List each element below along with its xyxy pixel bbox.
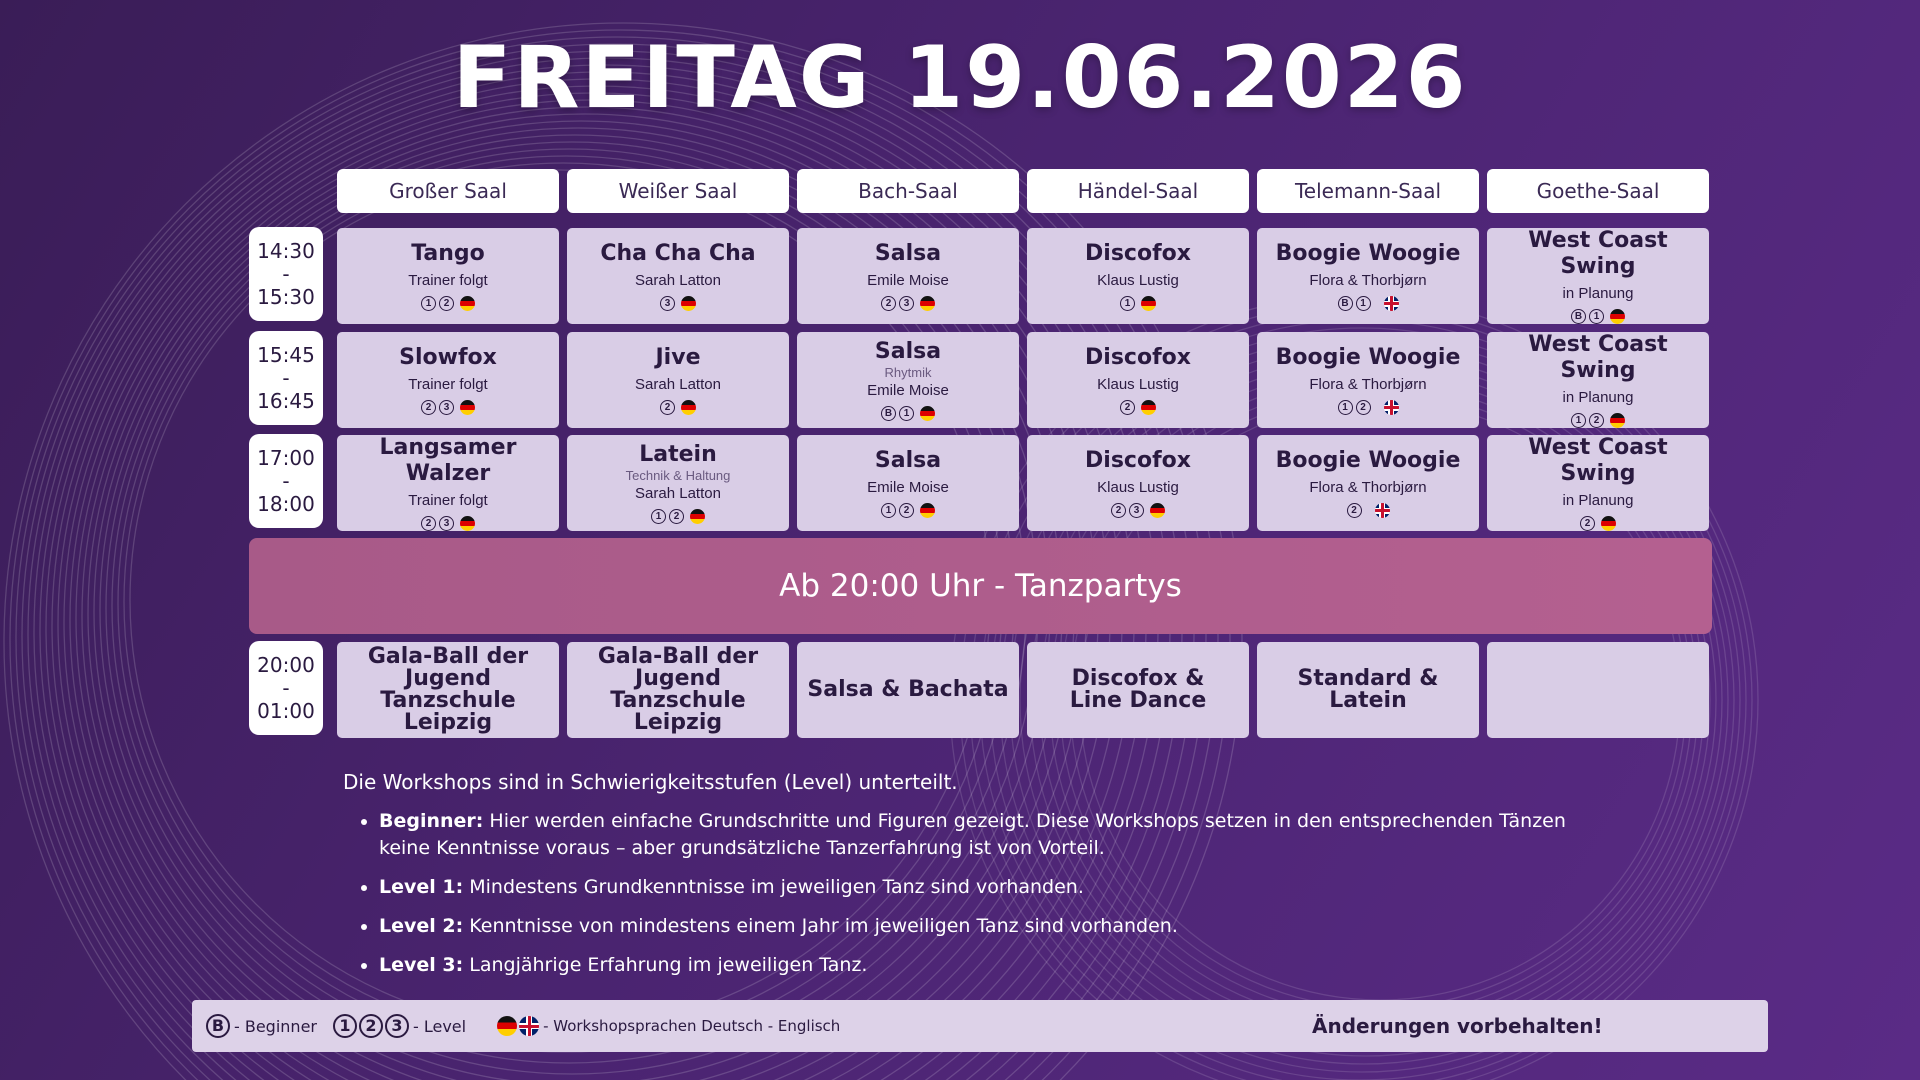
level-badge: 3 — [439, 400, 454, 415]
trainer-name: Emile Moise — [867, 382, 949, 399]
trainer-name: Flora & Thorbjørn — [1309, 376, 1427, 393]
level-info-text: Hier werden einfache Grundschritte und Figuren gezeigt. Diese Workshops setzen in den entsprechenden Tänzen keine Kenntnisse voraus – aber grundsätzliche Tanzerfahrung ist von Vorteil. — [379, 810, 1566, 859]
beginner-symbol: B — [206, 1014, 230, 1038]
dance-name: Boogie Woogie — [1275, 345, 1461, 370]
party-name-line2: Line Dance — [1069, 688, 1207, 713]
level-badge: 2 — [421, 516, 436, 531]
dance-name: West Coast Swing — [1528, 228, 1668, 279]
workshop-cell — [567, 228, 789, 324]
dance-name: Tango — [411, 241, 485, 266]
time-slot-start: 14:30 — [257, 238, 315, 263]
dance-name: West Coast Swing — [1528, 435, 1668, 486]
german-flag-icon — [920, 503, 935, 518]
level-badges — [421, 296, 475, 311]
level-badge: 2 — [660, 400, 675, 415]
level-badges — [660, 296, 696, 311]
trainer-name: Trainer folgt — [408, 492, 488, 509]
level-info-label: Level 2: — [379, 915, 464, 937]
legend-bar — [192, 1000, 1768, 1052]
level-badge: 2 — [439, 296, 454, 311]
uk-flag-icon — [1375, 503, 1390, 518]
beginner-legend-text: - Beginner — [234, 1016, 317, 1036]
german-flag-icon — [497, 1016, 517, 1036]
german-flag-icon — [1610, 309, 1625, 324]
party-cell — [567, 642, 789, 738]
dance-name: Cha Cha Cha — [600, 241, 756, 266]
level-badge: 1 — [1120, 296, 1135, 311]
dance-name: Salsa — [874, 339, 942, 364]
time-slot-end: 16:45 — [257, 388, 315, 413]
party-name-line1: Gala-Ball der Jugend — [367, 644, 529, 691]
time-slot-end: 01:00 — [257, 698, 315, 723]
level-badge: 1 — [1571, 413, 1586, 428]
level-badges — [1571, 309, 1625, 324]
level-badges — [1338, 400, 1399, 415]
room-header: Goethe-Saal — [1487, 169, 1709, 213]
trainer-name: in Planung — [1562, 285, 1634, 302]
party-cell — [1027, 642, 1249, 738]
level-badge: 1 — [881, 503, 896, 518]
trainer-name: Sarah Latton — [635, 376, 721, 393]
workshop-cell — [797, 435, 1019, 531]
german-flag-icon — [1141, 296, 1156, 311]
time-slot-start: 15:45 — [257, 342, 315, 367]
german-flag-icon — [1610, 413, 1625, 428]
workshop-subtitle: Technik & Haltung — [625, 468, 731, 483]
uk-flag-icon — [519, 1016, 539, 1036]
level-badge: 3 — [439, 516, 454, 531]
dance-name: Boogie Woogie — [1275, 241, 1461, 266]
workshop-cell — [1257, 435, 1479, 531]
trainer-name: in Planung — [1562, 492, 1634, 509]
german-flag-icon — [1141, 400, 1156, 415]
level-info — [343, 770, 1603, 991]
level-symbol: 1 — [333, 1014, 357, 1038]
trainer-name: Klaus Lustig — [1097, 272, 1179, 289]
level-badge: B — [881, 406, 896, 421]
level-info-text: Langjährige Erfahrung im jeweiligen Tanz. — [463, 954, 868, 976]
level-badge: B — [1338, 296, 1353, 311]
language-flags — [494, 1016, 539, 1036]
level-badges — [881, 503, 935, 518]
german-flag-icon — [1150, 503, 1165, 518]
room-header: Telemann-Saal — [1257, 169, 1479, 213]
room-header: Weißer Saal — [567, 169, 789, 213]
level-badges — [1347, 503, 1390, 518]
workshop-cell — [1027, 435, 1249, 531]
level-badge: 2 — [421, 400, 436, 415]
workshop-cell — [1487, 332, 1709, 428]
workshop-cell — [1027, 228, 1249, 324]
level-badge: 3 — [899, 296, 914, 311]
level-badges — [1120, 296, 1156, 311]
workshop-cell — [567, 332, 789, 428]
time-slot-end: 15:30 — [257, 284, 315, 309]
level-badges — [1338, 296, 1399, 311]
level-badges — [881, 406, 935, 421]
party-name-line1: Gala-Ball der Jugend — [597, 644, 759, 691]
room-header: Händel-Saal — [1027, 169, 1249, 213]
german-flag-icon — [1601, 516, 1616, 531]
time-slot-start: 20:00 — [257, 652, 315, 677]
party-name-line1: Salsa & Bachata — [807, 677, 1009, 702]
workshop-cell — [1027, 332, 1249, 428]
time-slot — [249, 331, 323, 425]
workshop-subtitle: Rhytmik — [884, 365, 932, 380]
party-name-line2: Tanzschule Leipzig — [380, 688, 516, 735]
room-header: Großer Saal — [337, 169, 559, 213]
german-flag-icon — [920, 296, 935, 311]
party-name-line1: Standard & Latein — [1297, 666, 1439, 713]
level-info-item — [379, 808, 1603, 862]
party-cell — [337, 642, 559, 738]
dance-name: Latein — [639, 442, 717, 467]
trainer-name: Sarah Latton — [635, 272, 721, 289]
level-badges — [660, 400, 696, 415]
trainer-name: Trainer folgt — [408, 376, 488, 393]
workshop-cell — [1257, 228, 1479, 324]
level-info-label: Level 3: — [379, 954, 464, 976]
level-info-list — [343, 808, 1603, 979]
changes-notice: Änderungen vorbehalten! — [1312, 1014, 1603, 1038]
level-badge: 2 — [1111, 503, 1126, 518]
trainer-name: Emile Moise — [867, 479, 949, 496]
level-symbols — [333, 1014, 409, 1038]
level-badge: 2 — [881, 296, 896, 311]
level-badge: 1 — [1589, 309, 1604, 324]
level-badge: 2 — [1589, 413, 1604, 428]
level-badge: 2 — [1580, 516, 1595, 531]
workshop-cell — [1487, 435, 1709, 531]
trainer-name: Flora & Thorbjørn — [1309, 479, 1427, 496]
level-badges — [421, 516, 475, 531]
german-flag-icon — [460, 296, 475, 311]
german-flag-icon — [460, 400, 475, 415]
time-slot-sep: - — [282, 675, 290, 700]
level-badge: 1 — [1338, 400, 1353, 415]
time-slot — [249, 434, 323, 528]
trainer-name: Klaus Lustig — [1097, 376, 1179, 393]
trainer-name: Flora & Thorbjørn — [1309, 272, 1427, 289]
level-badge: 3 — [660, 296, 675, 311]
party-banner: Ab 20:00 Uhr - Tanzpartys — [249, 538, 1712, 634]
trainer-name: Klaus Lustig — [1097, 479, 1179, 496]
time-slot — [249, 227, 323, 321]
workshop-cell — [337, 228, 559, 324]
time-slot-sep: - — [282, 261, 290, 286]
dance-name: Slowfox — [399, 345, 497, 370]
level-badge: 2 — [899, 503, 914, 518]
dance-name: Discofox — [1085, 448, 1191, 473]
workshop-cell — [797, 332, 1019, 428]
workshop-cell — [337, 435, 559, 531]
page-title: FREITAG 19.06.2026 — [452, 28, 1468, 128]
level-info-item — [379, 913, 1603, 940]
dance-name: West Coast Swing — [1528, 332, 1668, 383]
level-info-text: Kenntnisse von mindestens einem Jahr im jeweiligen Tanz sind vorhanden. — [463, 915, 1178, 937]
workshop-cell — [337, 332, 559, 428]
level-badge: 1 — [651, 509, 666, 524]
workshop-cell — [1257, 332, 1479, 428]
party-name-line2: Tanzschule Leipzig — [610, 688, 746, 735]
level-symbol: 3 — [385, 1014, 409, 1038]
level-badges — [881, 296, 935, 311]
dance-name: Salsa — [874, 448, 942, 473]
level-info-text: Mindestens Grundkenntnisse im jeweiligen Tanz sind vorhanden. — [463, 876, 1084, 898]
level-info-intro: Die Workshops sind in Schwierigkeitsstufen (Level) unterteilt. — [343, 770, 958, 794]
trainer-name: Sarah Latton — [635, 485, 721, 502]
level-badges — [1111, 503, 1165, 518]
trainer-name: Trainer folgt — [408, 272, 488, 289]
party-cell — [1257, 642, 1479, 738]
german-flag-icon — [681, 400, 696, 415]
workshop-cell — [567, 435, 789, 531]
dance-name: Jive — [655, 345, 701, 370]
dance-name: Discofox — [1085, 241, 1191, 266]
level-badges — [421, 400, 475, 415]
level-info-label: Beginner: — [379, 810, 484, 832]
level-badge: 2 — [1356, 400, 1371, 415]
dance-name: Salsa — [874, 241, 942, 266]
party-cell — [1487, 642, 1709, 738]
time-slot — [249, 641, 323, 735]
level-badge: 2 — [1120, 400, 1135, 415]
level-badge: 1 — [1356, 296, 1371, 311]
uk-flag-icon — [1384, 400, 1399, 415]
level-badge: B — [1571, 309, 1586, 324]
dance-name: Discofox — [1085, 345, 1191, 370]
uk-flag-icon — [1384, 296, 1399, 311]
party-name-line1: Discofox & — [1071, 666, 1205, 691]
dance-name: Boogie Woogie — [1275, 448, 1461, 473]
level-info-item — [379, 874, 1603, 901]
language-legend-text: - Workshopsprachen Deutsch - Englisch — [543, 1017, 841, 1035]
german-flag-icon — [681, 296, 696, 311]
german-flag-icon — [920, 406, 935, 421]
level-symbol: 2 — [359, 1014, 383, 1038]
workshop-cell — [797, 228, 1019, 324]
trainer-name: Emile Moise — [867, 272, 949, 289]
room-header: Bach-Saal — [797, 169, 1019, 213]
level-badges — [651, 509, 705, 524]
trainer-name: in Planung — [1562, 389, 1634, 406]
level-badge: 2 — [669, 509, 684, 524]
level-badge: 1 — [899, 406, 914, 421]
time-slot-end: 18:00 — [257, 491, 315, 516]
level-info-item — [379, 952, 1603, 979]
level-badges — [1120, 400, 1156, 415]
workshop-cell — [1487, 228, 1709, 324]
party-cell — [797, 642, 1019, 738]
level-badge: 3 — [1129, 503, 1144, 518]
time-slot-start: 17:00 — [257, 445, 315, 470]
level-info-label: Level 1: — [379, 876, 464, 898]
level-badge: 2 — [1347, 503, 1362, 518]
level-badges — [1571, 413, 1625, 428]
level-badges — [1580, 516, 1616, 531]
time-slot-sep: - — [282, 468, 290, 493]
german-flag-icon — [690, 509, 705, 524]
dance-name: Langsamer Walzer — [379, 435, 517, 486]
level-legend-text: - Level — [412, 1016, 467, 1036]
level-badge: 1 — [421, 296, 436, 311]
time-slot-sep: - — [282, 365, 290, 390]
german-flag-icon — [460, 516, 475, 531]
